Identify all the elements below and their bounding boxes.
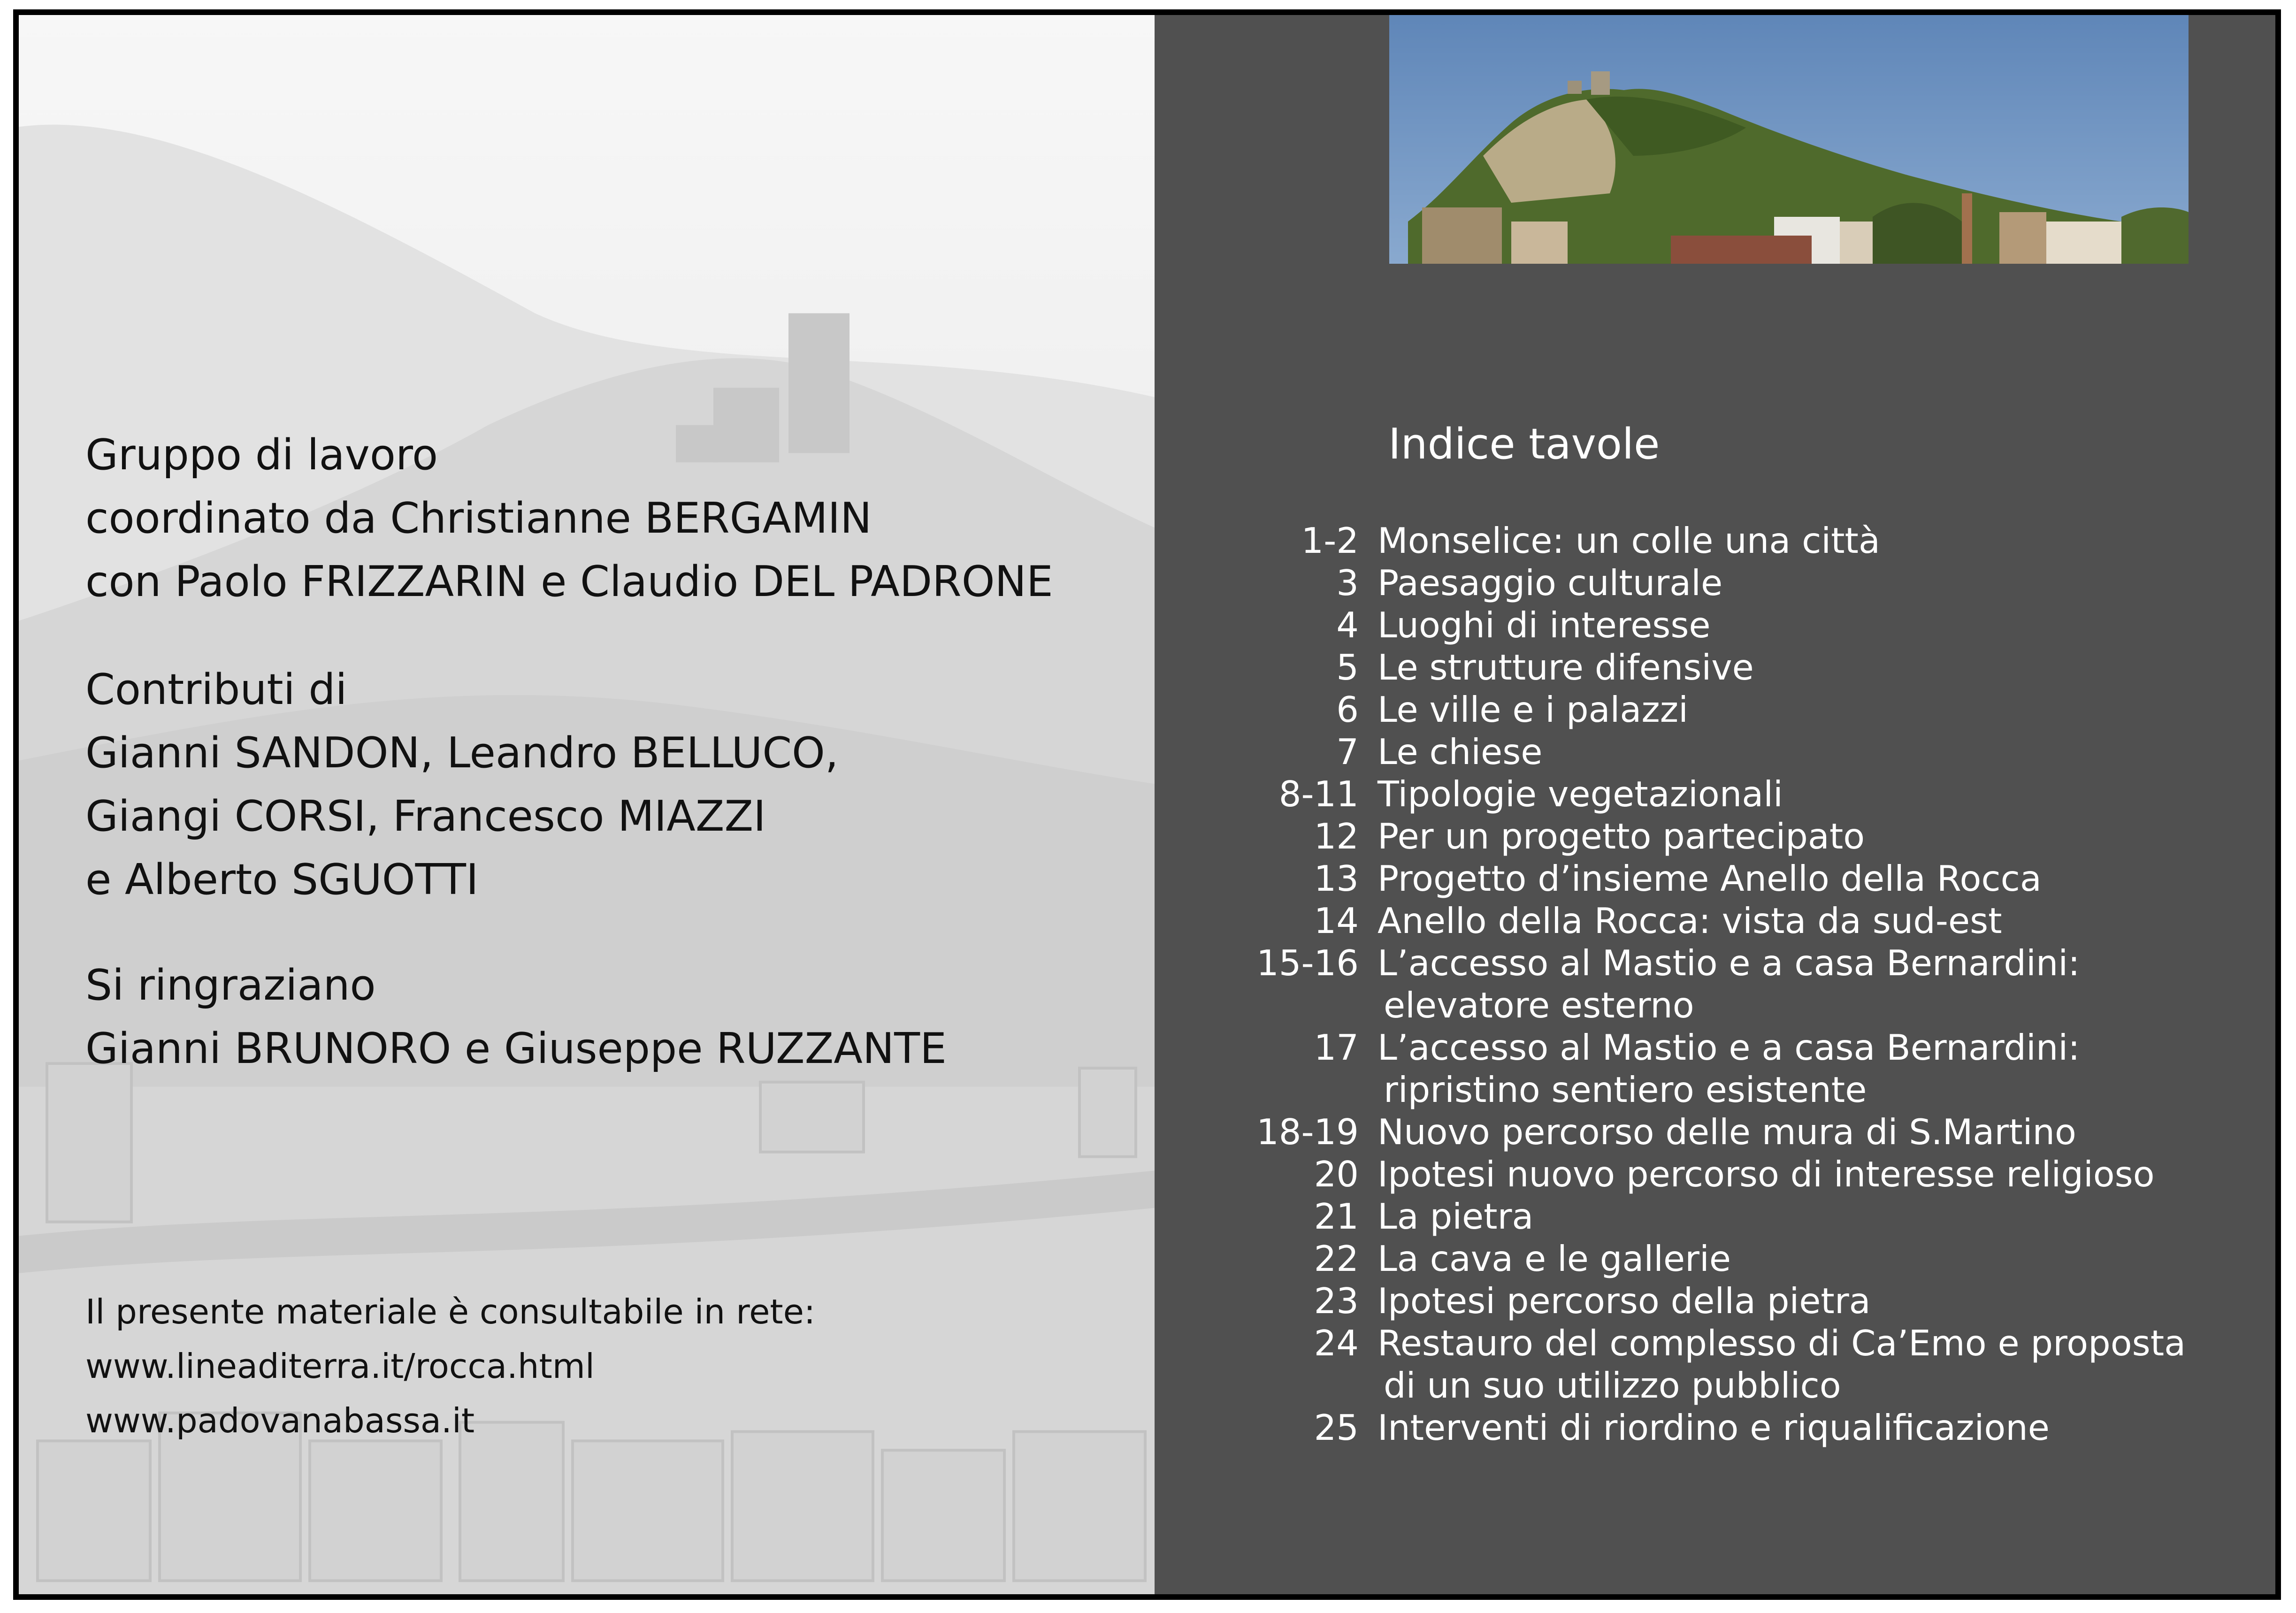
index-entry [1220, 604, 2186, 646]
index-entry-number: 6 [1336, 689, 1359, 730]
index-entry-title: Monselice: un colle una città [1378, 520, 1880, 561]
index-entry [1220, 520, 2186, 562]
website-link[interactable]: www.lineaditerra.it/rocca.html [85, 1346, 595, 1386]
index-entry-title: Ipotesi percorso della pietra [1378, 1280, 1871, 1322]
credits-line: Gianni BRUNORO e Giuseppe RUZZANTE [85, 1024, 947, 1073]
website-link[interactable]: www.padovanabassa.it [85, 1401, 475, 1440]
index-entry [1220, 1280, 2186, 1322]
index-list [1220, 520, 2186, 1449]
online-availability-block [85, 1284, 815, 1448]
index-entry-title: Le strutture difensive [1378, 647, 1754, 688]
index-entry-title: Restauro del complesso di Ca’Emo e proposta [1378, 1323, 2186, 1364]
index-entry [1220, 1322, 2186, 1364]
index-entry-title: Anello della Rocca: vista da sud-est [1378, 900, 2002, 941]
index-entry-number: 18-19 [1256, 1111, 1359, 1153]
index-entry-continuation: ripristino sentiero esistente [1384, 1069, 1867, 1110]
credits-line: Si ringraziano [85, 961, 376, 1010]
index-entry [1220, 942, 2186, 984]
index-entry [1220, 1195, 2186, 1238]
index-entry-number: 20 [1314, 1154, 1359, 1195]
credits-line: Gianni SANDON, Leandro BELLUCO, [85, 728, 839, 778]
index-entry-number: 5 [1336, 647, 1359, 688]
index-entry-title: Nuovo percorso delle mura di S.Martino [1378, 1111, 2076, 1153]
index-entry [1220, 1407, 2186, 1449]
index-title: Indice tavole [1388, 420, 1660, 469]
index-entry-title: Ipotesi nuovo percorso di interesse religioso [1378, 1154, 2155, 1195]
index-entry-number: 24 [1314, 1323, 1359, 1364]
index-entry [1220, 1238, 2186, 1280]
credits-line: e Alberto SGUOTTI [85, 855, 479, 904]
index-entry-number: 4 [1336, 604, 1359, 646]
index-entry-title: Le chiese [1378, 731, 1543, 772]
index-entry [1220, 562, 2186, 604]
index-entry-title: Tipologie vegetazionali [1378, 773, 1783, 815]
index-entry-number: 8-11 [1278, 773, 1359, 815]
index-entry-number: 12 [1314, 816, 1359, 857]
index-entry-number: 15-16 [1256, 942, 1359, 984]
monselice-hill-photo [1389, 15, 2189, 264]
index-entry [1220, 773, 2186, 815]
index-entry-number: 3 [1336, 562, 1359, 604]
working-group-block [85, 423, 1053, 613]
index-entry-number: 1-2 [1301, 520, 1359, 561]
index-entry-title: L’accesso al Mastio e a casa Bernardini: [1378, 942, 2080, 984]
index-entry-title: Per un progetto partecipato [1378, 816, 1865, 857]
index-entry-number: 22 [1314, 1238, 1359, 1279]
index-entry-title: La pietra [1378, 1196, 1534, 1237]
index-entry [1220, 688, 2186, 731]
left-panel [19, 15, 1155, 1594]
index-entry-title: La cava e le gallerie [1378, 1238, 1731, 1279]
index-entry [1220, 1026, 2186, 1069]
index-entry [1220, 646, 2186, 688]
index-entry [1220, 857, 2186, 900]
credits-line: Giangi CORSI, Francesco MIAZZI [85, 792, 766, 841]
credits-line: con Paolo FRIZZARIN e Claudio DEL PADRONE [85, 557, 1053, 606]
index-entry-number: 25 [1314, 1407, 1359, 1448]
contributions-block [85, 658, 839, 911]
index-entry-number: 21 [1314, 1196, 1359, 1237]
index-entry [1220, 815, 2186, 857]
thanks-block [85, 954, 947, 1080]
index-entry-continuation: di un suo utilizzo pubblico [1384, 1365, 1841, 1406]
index-entry-continuation: elevatore esterno [1384, 985, 1694, 1026]
credits-line: Gruppo di lavoro [85, 430, 438, 480]
index-entry [1220, 731, 2186, 773]
index-entry [1220, 1153, 2186, 1195]
credits-line: Contributi di [85, 665, 347, 714]
index-entry-number: 7 [1336, 731, 1359, 772]
online-note: Il presente materiale è consultabile in rete: [85, 1292, 816, 1331]
index-entry-title: L’accesso al Mastio e a casa Bernardini: [1378, 1027, 2080, 1068]
index-entry-title: Luoghi di interesse [1378, 604, 1711, 646]
index-entry-title: Interventi di riordino e riqualificazione [1378, 1407, 2050, 1448]
index-entry-number: 17 [1314, 1027, 1359, 1068]
index-entry-title: Le ville e i palazzi [1378, 689, 1688, 730]
index-entry [1220, 1111, 2186, 1153]
index-entry-number: 14 [1314, 900, 1359, 941]
index-entry-number: 23 [1314, 1280, 1359, 1322]
page-frame [13, 9, 2281, 1600]
index-entry-title: Paesaggio culturale [1378, 562, 1723, 604]
index-entry-number: 13 [1314, 858, 1359, 899]
credits-line: coordinato da Christianne BERGAMIN [85, 494, 872, 543]
index-entry-title: Progetto d’insieme Anello della Rocca [1378, 858, 2042, 899]
index-entry [1220, 900, 2186, 942]
